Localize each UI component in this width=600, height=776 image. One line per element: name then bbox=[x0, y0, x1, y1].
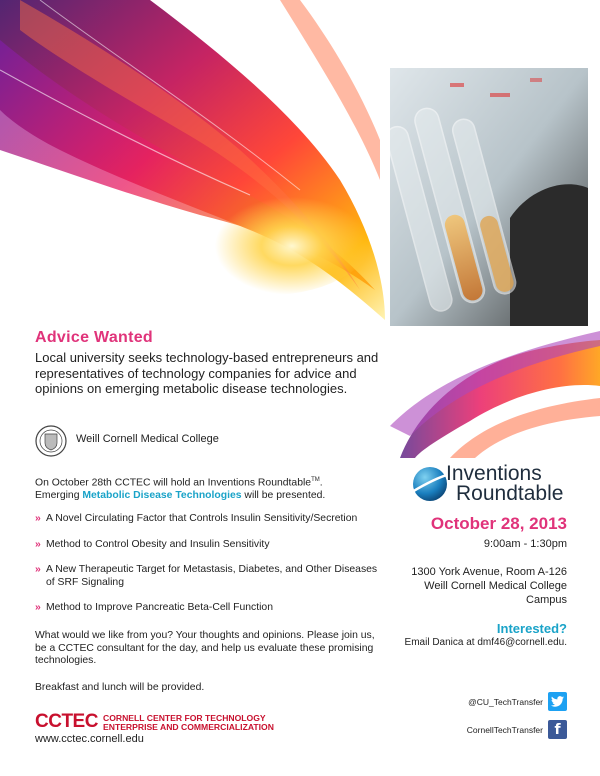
event-intro-text-2: Emerging bbox=[35, 489, 83, 501]
ask-text: What would we like from you? Your thoughts and opinions. Please join us, be a CCTEC consultant for the day, and help us evaluate these promising technologies. bbox=[35, 630, 375, 666]
event-intro-text-3: will be presented. bbox=[241, 489, 326, 501]
address-line1: 1300 York Avenue, Room A-126 bbox=[411, 566, 567, 578]
test-tubes-photo bbox=[390, 68, 588, 326]
cctec-name-line2: ENTERPRISE AND COMMERCIALIZATION bbox=[103, 722, 274, 732]
inventions-roundtable-logo bbox=[410, 460, 580, 508]
address-line2: Weill Cornell Medical College bbox=[424, 580, 567, 592]
intro-text: Local university seeks technology-based entrepreneurs and representatives of technology companies for advice and opinions on emerging metabolic disease technologies. bbox=[35, 350, 379, 396]
ribbon-mid-decoration bbox=[390, 326, 600, 458]
partner-name: Weill Cornell Medical College bbox=[76, 433, 219, 445]
list-item bbox=[35, 564, 385, 589]
partner-logo bbox=[35, 425, 295, 457]
contact-email[interactable]: Email Danica at dmf46@cornell.edu. bbox=[404, 637, 567, 648]
bullet-chevron-icon: » bbox=[35, 602, 41, 613]
event-topic-highlight: Metabolic Disease Technologies bbox=[82, 489, 242, 501]
list-item bbox=[35, 513, 385, 526]
twitter-icon bbox=[548, 692, 567, 711]
website-link[interactable]: www.cctec.cornell.edu bbox=[35, 733, 144, 745]
cctec-abbr: CCTEC bbox=[35, 711, 98, 732]
bullet-chevron-icon: » bbox=[35, 513, 41, 524]
twitter-handle: @CU_TechTransfer bbox=[468, 696, 543, 707]
contact-heading: Interested? bbox=[496, 621, 567, 636]
bullet-chevron-icon: » bbox=[35, 539, 41, 550]
technology-title: A New Therapeutic Target for Metastasis, Diabetes, and Other Diseases of SRF Signaling bbox=[46, 564, 378, 588]
event-intro-text: On October 28th CCTEC will hold an Inventions Roundtable bbox=[35, 477, 312, 489]
list-item bbox=[35, 539, 385, 552]
cornell-seal-icon bbox=[35, 425, 67, 457]
event-intro-period: . bbox=[319, 477, 323, 489]
event-intro bbox=[35, 474, 380, 502]
event-date: October 28, 2013 bbox=[430, 514, 567, 533]
bullet-chevron-icon: » bbox=[35, 564, 41, 575]
logo-line1: Inventions bbox=[446, 462, 542, 485]
technology-title: Method to Improve Pancreatic Beta-Cell Function bbox=[46, 602, 273, 613]
globe-icon bbox=[410, 464, 450, 504]
event-time: 9:00am - 1:30pm bbox=[483, 538, 567, 550]
cctec-logo bbox=[35, 711, 295, 755]
facebook-link[interactable] bbox=[467, 720, 567, 739]
headline: Advice Wanted bbox=[35, 329, 153, 346]
technology-title: A Novel Circulating Factor that Controls Insulin Sensitivity/Secretion bbox=[46, 513, 358, 524]
trademark-mark: TM bbox=[311, 477, 320, 483]
address-line3: Campus bbox=[526, 594, 567, 606]
cctec-name-line1: CORNELL CENTER FOR TECHNOLOGY bbox=[103, 713, 266, 723]
technology-title: Method to Control Obesity and Insulin Sensitivity bbox=[46, 539, 270, 550]
facebook-handle: CornellTechTransfer bbox=[466, 724, 543, 735]
twitter-link[interactable] bbox=[468, 692, 567, 711]
facebook-icon: f bbox=[548, 720, 567, 739]
meals-text: Breakfast and lunch will be provided. bbox=[35, 682, 205, 693]
list-item bbox=[35, 602, 385, 615]
logo-line2: Roundtable bbox=[456, 482, 564, 505]
